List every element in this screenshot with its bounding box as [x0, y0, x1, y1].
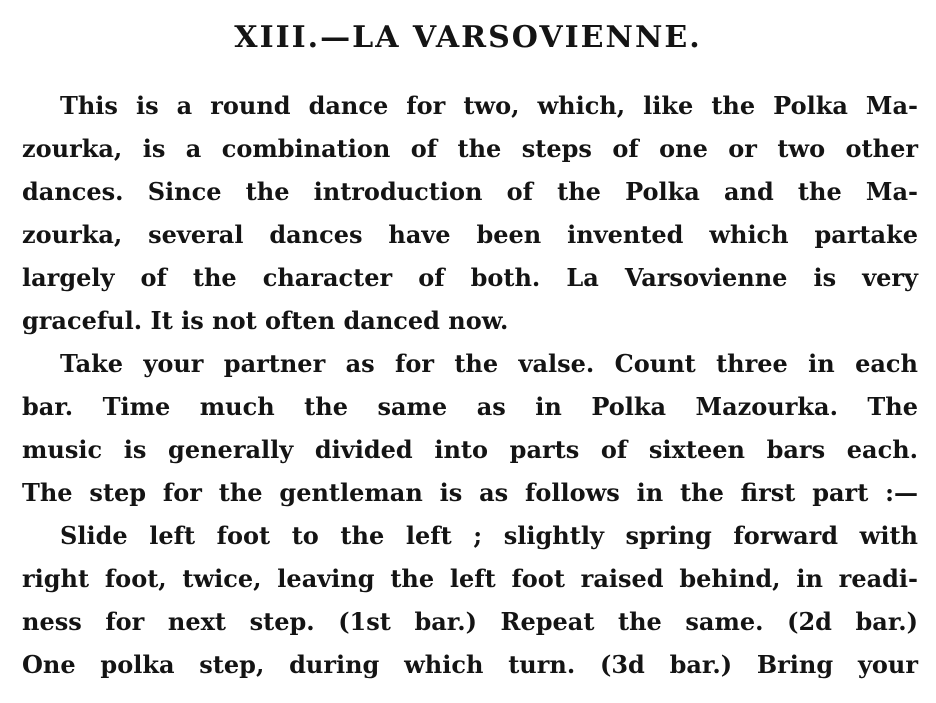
text-line: dances. Since the introduction of the Polka and the Ma-: [22, 177, 918, 206]
text-line: graceful. It is not often danced now.: [22, 306, 509, 335]
text-line: One polka step, during which turn. (3d bar.) Bring your: [22, 650, 918, 679]
text-line: right foot, twice, leaving the left foot raised behind, in readi-: [22, 564, 918, 593]
text-line: The step for the gentleman is as follows in the first part :—: [22, 478, 918, 507]
chapter-title: XIII.—LA VARSOVIENNE.: [234, 20, 702, 55]
text-line: ness for next step. (1st bar.) Repeat the same. (2d bar.): [22, 607, 918, 636]
text-line: bar. Time much the same as in Polka Mazourka. The: [22, 392, 918, 421]
text-line: This is a round dance for two, which, like the Polka Ma-: [60, 91, 918, 120]
text-line: largely of the character of both. La Varsovienne is very: [22, 263, 918, 292]
text-line: music is generally divided into parts of sixteen bars each.: [22, 435, 918, 464]
text-line: zourka, several dances have been invented which partake: [22, 220, 918, 249]
text-line: Slide left foot to the left ; slightly spring forward with: [60, 521, 918, 550]
text-line: Take your partner as for the valse. Count three in each: [60, 349, 918, 378]
text-line: zourka, is a combination of the steps of one or two other: [22, 134, 918, 163]
